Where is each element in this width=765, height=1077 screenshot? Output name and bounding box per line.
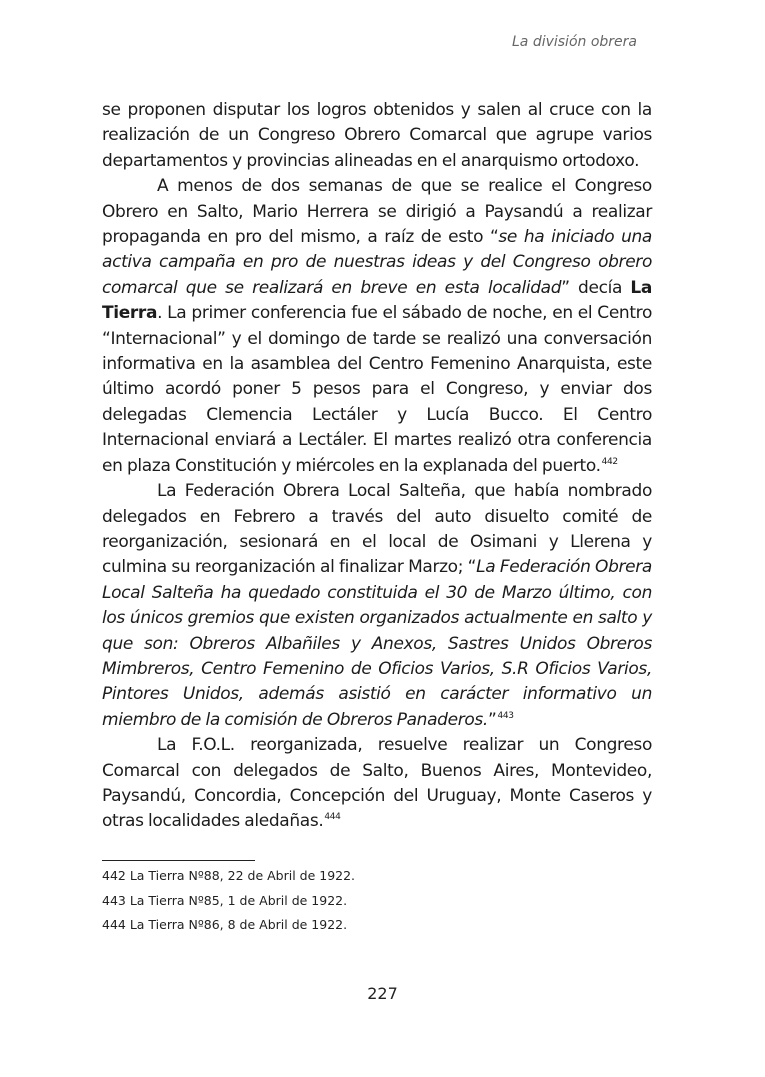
running-header: La división obrera: [511, 34, 637, 50]
paragraph-2-text-c: . La primer conferencia fue el sábado de noche, en el Centro “Internacional” y el domingo de tarde se realizó una conversación informativa en la asamblea del Centro Femenino Anarquista, este último acordó poner 5 pesos para el Congreso, y enviar dos delegadas Clemencia Lectáler y Lucía Bucco. El Centro Internacional enviará a Lectáler. El martes realizó otra conferencia en plaza Constitución y miércoles en la explanada del puerto.: [102, 303, 652, 476]
paragraph-3-text-b: ”: [487, 709, 497, 730]
paragraph-3-quote: La Federación Obrera Local Salteña ha quedado constituida el 30 de Marzo último, con los únicos gremios que existen organizados actualmente en salto y que son: Obreros Albañiles y Anexos, Sastres Unidos Obreros Mimbreros, Centro Femenino de Oficios Varios, S.R Oficios Varios, Pintores Unidos, además asistió en carácter informativo un miembro de la comisión de Obreros Panaderos.: [102, 557, 652, 730]
paragraph-3-text-a: La Federación Obrera Local Salteña, que había nombrado delegados en Febrero a través del auto disuelto comité de reorganización, sesionará en el local de Osimani y Llerena y culmina su reorganización al finalizar Marzo; “: [102, 481, 652, 578]
paragraph-2: [102, 174, 652, 479]
footnote-443: 443 La Tierra Nº85, 1 de Abril de 1922.: [102, 892, 348, 908]
paragraph-2-text-a: A menos de dos semanas de que se realice el Congreso Obrero en Salto, Mario Herrera se dirigió a Paysandú a realizar propaganda en pro del mismo, a raíz de esto “: [102, 176, 652, 248]
footnote-separator: [102, 860, 255, 861]
newspaper-name: La Tierra: [102, 277, 652, 324]
body-text: [102, 98, 652, 835]
paragraph-4: [102, 733, 652, 835]
footnote-444: 444 La Tierra Nº86, 8 de Abril de 1922.: [102, 917, 348, 932]
page-number: 227: [367, 984, 398, 1003]
paragraph-2-text-b: ” decía: [561, 277, 631, 298]
paragraph-3: [102, 479, 652, 733]
paragraph-1: se proponen disputar los logros obtenidos y salen al cruce con la realización de un Congreso Obrero Comarcal que agrupe varios departamentos y provincias alineadas en el anarquismo ortodoxo.: [102, 100, 652, 171]
footnote-ref-444: 444: [324, 812, 341, 823]
footnote-ref-443: 443: [497, 710, 514, 721]
footnotes: [102, 864, 652, 938]
footnote-ref-442: 442: [601, 456, 618, 467]
paragraph-2-quote: se ha iniciado una activa campaña en pro de nuestras ideas y del Congreso obrero comarcal que se realizará en breve en esta localidad: [102, 227, 652, 298]
paragraph-4-text: La F.O.L. reorganizada, resuelve realizar un Congreso Comarcal con delegados de Salto, Buenos Aires, Montevideo, Paysandú, Concordia, Concepción del Uruguay, Monte Caseros y otras localidades aledañas.: [102, 735, 652, 832]
footnote-442: 442 La Tierra Nº88, 22 de Abril de 1922.: [102, 868, 356, 883]
